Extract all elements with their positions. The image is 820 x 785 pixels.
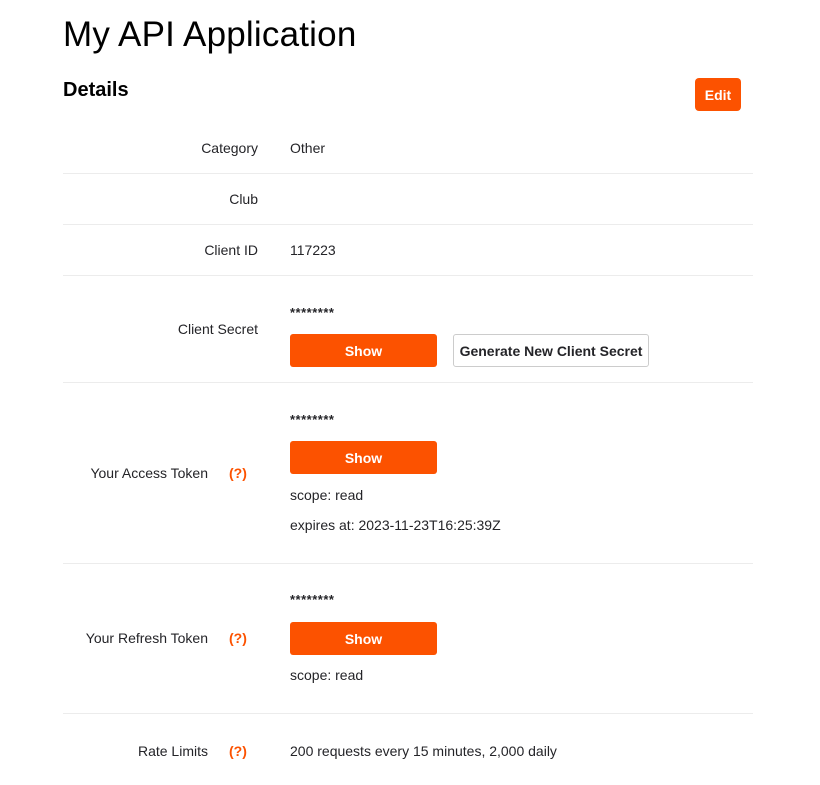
category-label: Category [201, 140, 258, 156]
client-id-value: 117223 [290, 242, 336, 258]
show-client-secret-button[interactable]: Show [290, 334, 437, 367]
show-access-token-button[interactable]: Show [290, 441, 437, 474]
refresh-token-row [63, 564, 753, 714]
client-secret-row [63, 276, 753, 383]
refresh-token-scope: scope: read [290, 667, 364, 683]
club-row [63, 174, 753, 225]
page-title: My API Application [63, 15, 357, 54]
refresh-token-label: Your Refresh Token [85, 630, 208, 646]
access-token-help-icon[interactable]: (?) [229, 465, 247, 481]
access-token-row [63, 383, 753, 564]
category-row [63, 122, 753, 174]
show-refresh-token-button[interactable]: Show [290, 622, 437, 655]
details-heading: Details [63, 79, 129, 101]
client-secret-label: Client Secret [177, 321, 258, 337]
refresh-token-help-icon[interactable]: (?) [229, 630, 247, 646]
access-token-label: Your Access Token [90, 465, 208, 481]
client-secret-masked-value: ******** [290, 305, 335, 320]
access-token-scope: scope: read [290, 487, 364, 503]
rate-limits-row [63, 714, 753, 785]
rate-limits-help-icon[interactable]: (?) [229, 743, 247, 759]
client-id-label: Client ID [204, 242, 258, 258]
category-value: Other [290, 140, 326, 156]
club-label: Club [229, 191, 258, 207]
rate-limits-value: 200 requests every 15 minutes, 2,000 daily [290, 743, 557, 759]
rate-limits-label: Rate Limits [137, 743, 208, 759]
generate-new-client-secret-button[interactable]: Generate New Client Secret [453, 334, 649, 367]
refresh-token-masked-value: ******** [290, 592, 335, 607]
client-id-row [63, 225, 753, 276]
edit-button[interactable]: Edit [695, 78, 741, 111]
access-token-masked-value: ******** [290, 412, 335, 427]
access-token-expires: expires at: 2023-11-23T16:25:39Z [290, 517, 501, 533]
